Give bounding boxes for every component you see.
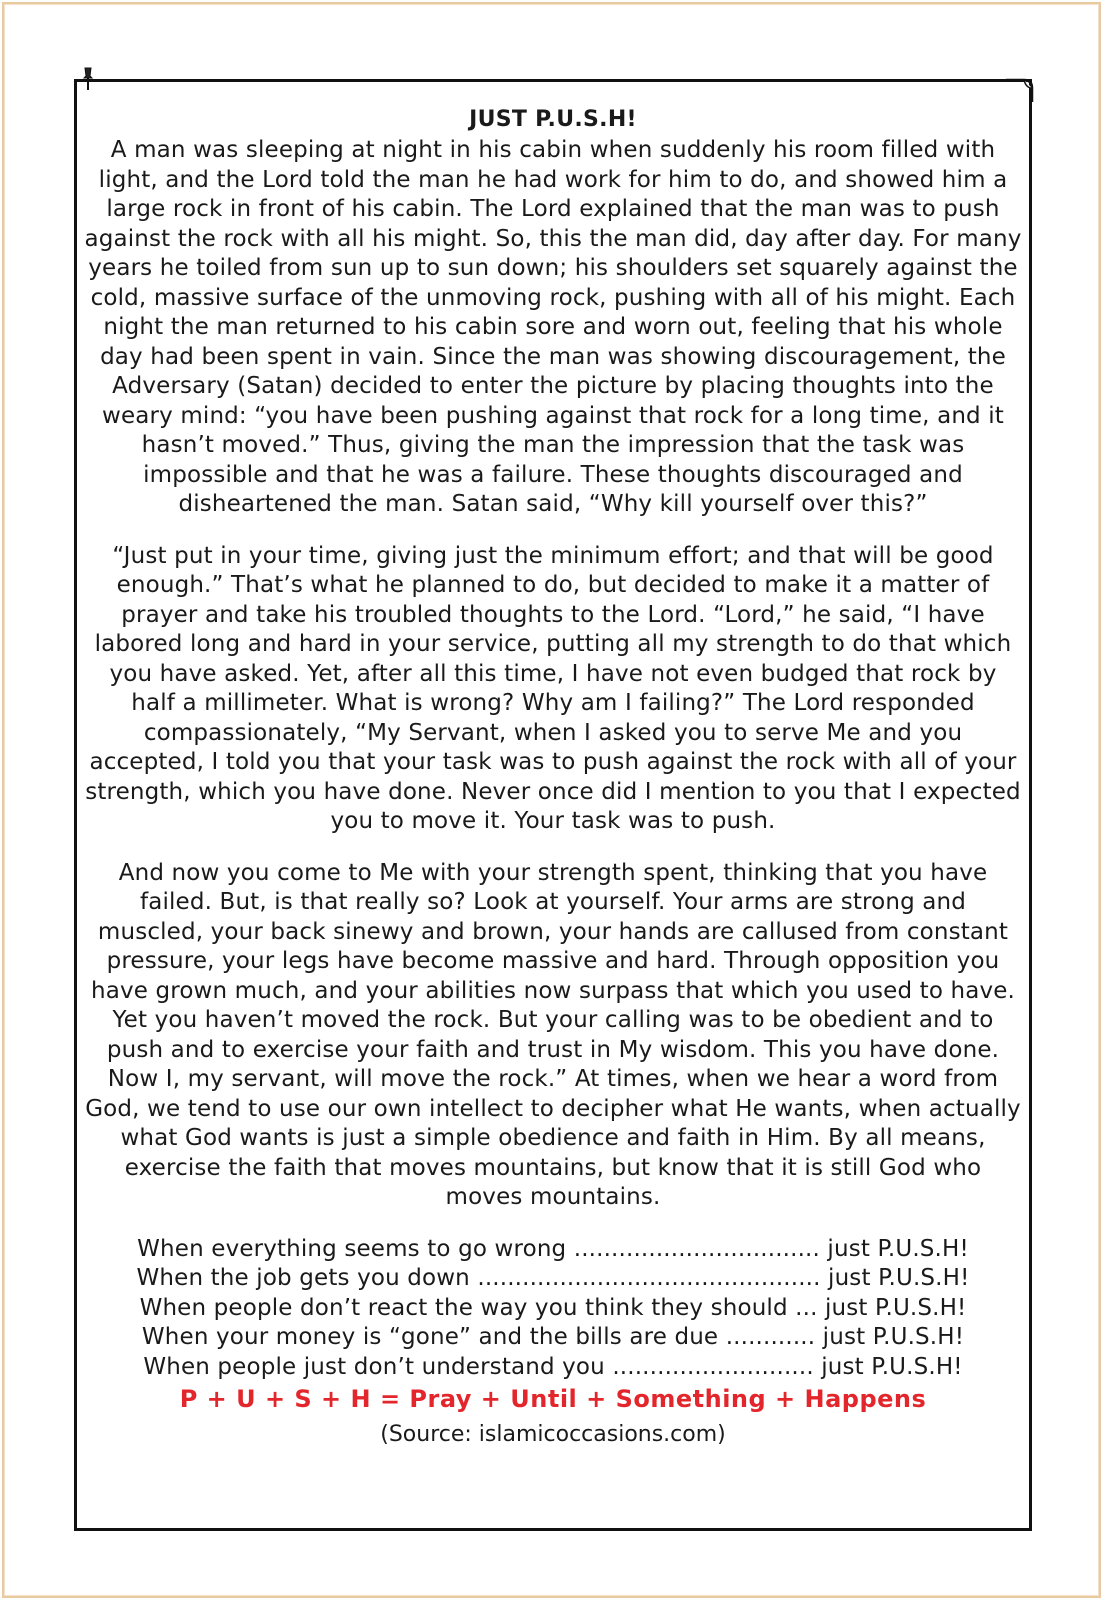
- page-curl-icon: [1004, 74, 1036, 104]
- pin-icon: [80, 66, 96, 92]
- push-line: When the job gets you down .............................................. just P.U.S.H!: [136, 1265, 970, 1291]
- paragraph-1: A man was sleeping at night in his cabin when suddenly his room filled with light, and the Lord told the man he had work for him to do, and showed him a large rock in front of his cabin. The Lord explained that the man was to push against the rock with all his might. So, this the man did, day after day. For many years he toiled from sun up to sun down; his shoulders set squarely against the cold, massive surface of the unmoving rock, pushing with all of his might. Each night the man returned to his cabin sore and worn out, feeling that his whole day had been spent in vain. Since the man was showing discouragement, the Adversary (Satan) decided to enter the picture by placing thoughts into the weary mind: “you have been pushing against that rock for a long time, and it hasn’t moved.” Thus, giving the man the impression that the task was impossible and that he was a failure. These thoughts discouraged and disheartened the man. Satan said, “Why kill yourself over this?”: [84, 137, 1022, 517]
- push-line: When people just don’t understand you ........................... just P.U.S.H!: [143, 1353, 963, 1380]
- paragraph-3: And now you come to Me with your strength spent, thinking that you have failed. But, is that really so? Look at yourself. Your arms are strong and muscled, your back sinewy and brown, your hands are callused from constant pressure, your legs have become massive and hard. Through opposition you have grown much, and your abilities now surpass that which you used to have. Yet you haven’t moved the rock. But your calling was to be obedient and to push and to exercise your faith and trust in My wisdom. This you have done. Now I, my servant, will move the rock.” At times, when we hear a word from God, we tend to use our own intellect to decipher what He wants, when actually what God wants is just a simple obedience and faith in Him. By all means, exercise the faith that moves mountains, but know that it is still God who moves mountains.: [85, 859, 1021, 1210]
- push-line: When your money is “gone” and the bills are due ............ just P.U.S.H!: [141, 1324, 965, 1350]
- push-line: When people don’t react the way you think they should ... just P.U.S.H!: [139, 1294, 967, 1321]
- push-list: [84, 1235, 1022, 1383]
- article-title: JUST P.U.S.H!: [469, 107, 637, 132]
- push-line: When everything seems to go wrong ................................. just P.U.S.H!: [137, 1235, 969, 1262]
- acronym-line: P + U + S + H = Pray + Until + Something + Happens: [179, 1385, 927, 1413]
- article: [84, 104, 1022, 1452]
- source-credit: (Source: islamicoccasions.com): [380, 1422, 726, 1447]
- paragraph-2: “Just put in your time, giving just the minimum effort; and that will be good enough.” That’s what he planned to do, but decided to make it a matter of prayer and take his troubled thoughts to the Lord. “Lord,” he said, “I have labored long and hard in your service, putting all my strength to do that which you have asked. Yet, after all this time, I have not even budged that rock by half a millimeter. What is wrong? Why am I failing?” The Lord responded compassionately, “My Servant, when I asked you to serve Me and you accepted, I told you that your task was to push against the rock with all of your strength, which you have done. Never once did I mention to you that I expected you to move it. Your task was to push.: [85, 542, 1021, 834]
